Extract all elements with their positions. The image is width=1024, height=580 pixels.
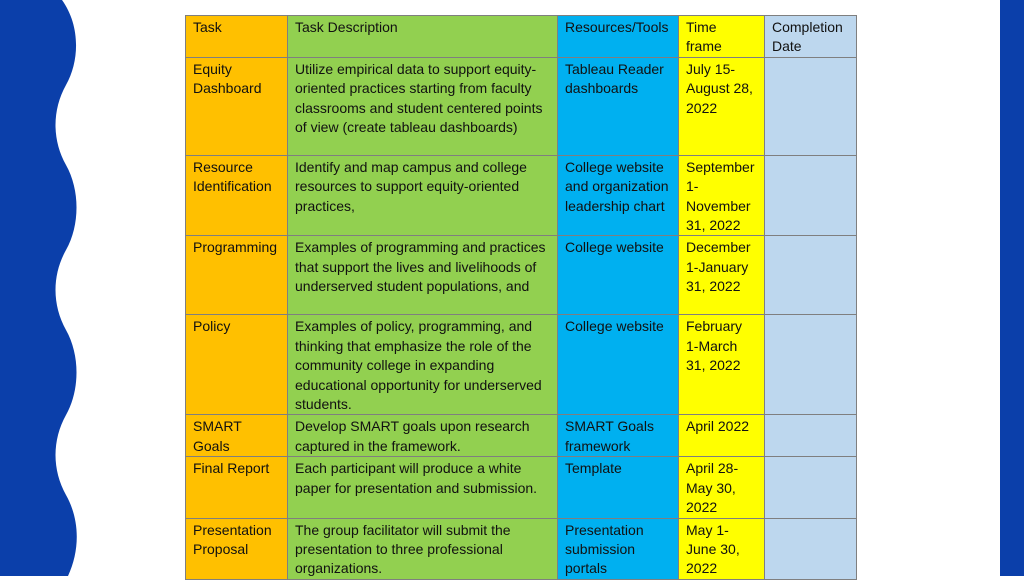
resources-cell: Tableau Reader dashboards (558, 57, 679, 155)
completion-cell (765, 457, 857, 518)
completion-cell (765, 315, 857, 415)
project-plan-table (185, 15, 857, 580)
description-cell: The group facilitator will submit the presentation to three professional organizations. (288, 518, 558, 579)
task-cell: Resource Identification (186, 155, 288, 236)
task-cell: SMART Goals (186, 415, 288, 457)
resources-cell: College website and organization leadership chart (558, 155, 679, 236)
resources-cell: College website (558, 315, 679, 415)
table-row (186, 415, 857, 457)
resources-cell: Template (558, 457, 679, 518)
table-row (186, 457, 857, 518)
task-cell: Presentation Proposal (186, 518, 288, 579)
timeframe-cell: February 1-March 31, 2022 (679, 315, 765, 415)
timeframe-cell: September 1- November 31, 2022 (679, 155, 765, 236)
timeframe-cell: July 15- August 28, 2022 (679, 57, 765, 155)
left-wavy-blue-band (0, 0, 80, 576)
description-cell: Identify and map campus and college resources to support equity-oriented practices, (288, 155, 558, 236)
completion-cell (765, 57, 857, 155)
resources-cell: SMART Goals framework (558, 415, 679, 457)
description-cell: Examples of programming and practices that support the lives and livelihoods of underserved student populations, and (288, 236, 558, 315)
task-cell: Programming (186, 236, 288, 315)
resources-cell: College website (558, 236, 679, 315)
timeframe-cell: May 1- June 30, 2022 (679, 518, 765, 579)
description-cell: Each participant will produce a white paper for presentation and submission. (288, 457, 558, 518)
table-row (186, 57, 857, 155)
timeframe-cell: April 2022 (679, 415, 765, 457)
right-blue-band (1000, 0, 1024, 576)
completion-cell (765, 236, 857, 315)
header-task-description: Task Description (288, 16, 558, 58)
description-cell: Develop SMART goals upon research captured in the framework. (288, 415, 558, 457)
completion-cell (765, 155, 857, 236)
completion-cell (765, 415, 857, 457)
task-cell: Final Report (186, 457, 288, 518)
timeframe-cell: December 1-January 31, 2022 (679, 236, 765, 315)
table-row (186, 236, 857, 315)
header-resources-tools: Resources/Tools (558, 16, 679, 58)
task-cell: Policy (186, 315, 288, 415)
header-task: Task (186, 16, 288, 58)
task-cell: Equity Dashboard (186, 57, 288, 155)
table-row (186, 155, 857, 236)
description-cell: Examples of policy, programming, and thinking that emphasize the role of the community college in expanding educational opportunity for underserved students. (288, 315, 558, 415)
header-time-frame: Time frame (679, 16, 765, 58)
table-row (186, 518, 857, 579)
table-header-row (186, 16, 857, 58)
description-cell: Utilize empirical data to support equity-oriented practices starting from faculty classrooms and student centered points of view (create tableau dashboards) (288, 57, 558, 155)
header-completion-date: Completion Date (765, 16, 857, 58)
table-row (186, 315, 857, 415)
completion-cell (765, 518, 857, 579)
resources-cell: Presentation submission portals (558, 518, 679, 579)
timeframe-cell: April 28- May 30, 2022 (679, 457, 765, 518)
